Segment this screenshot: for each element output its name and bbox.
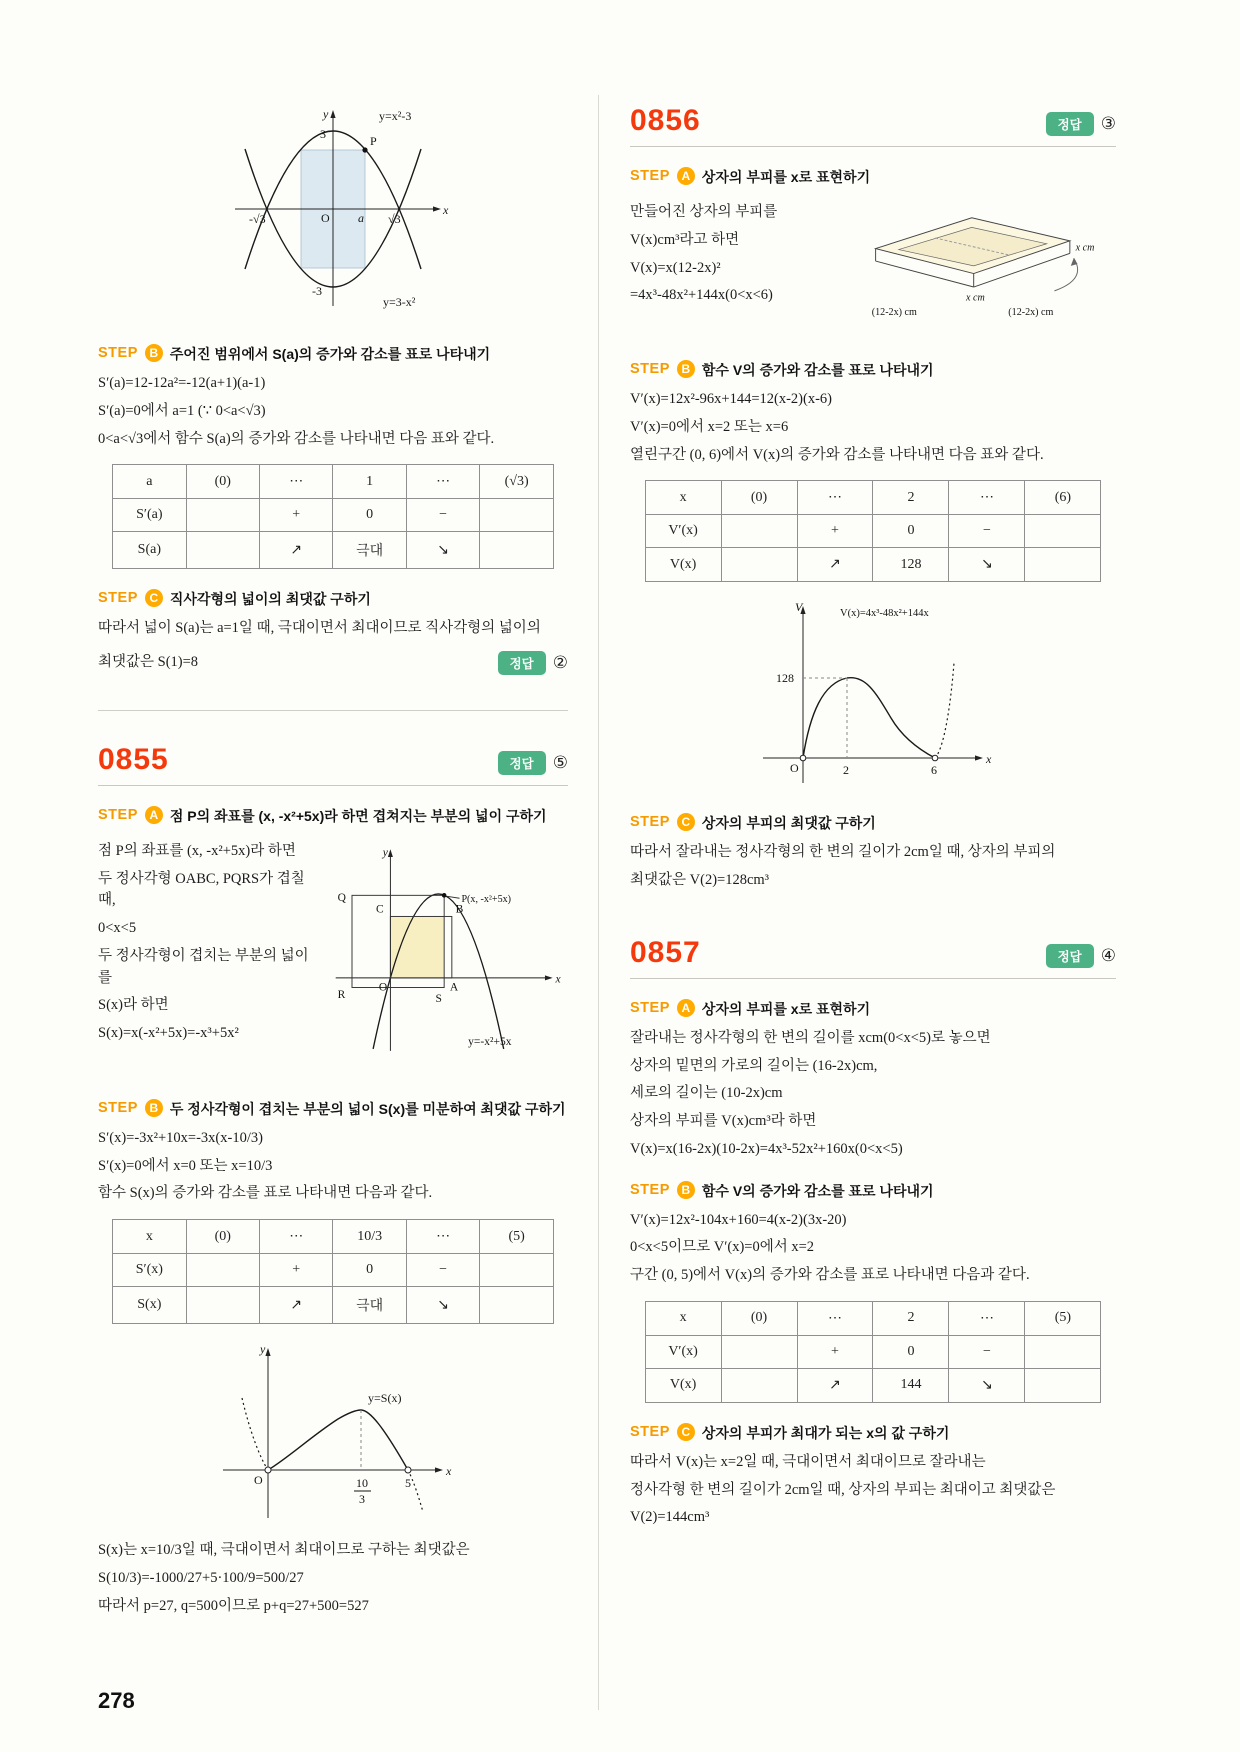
text-line: 함수 S(x)의 증가와 감소를 표로 나타내면 다음과 같다. — [98, 1185, 433, 1202]
label-neg3: -3 — [312, 284, 322, 298]
table-cell — [721, 1368, 797, 1402]
table-cell: 극대 — [333, 1287, 406, 1324]
step-b-row — [630, 1181, 1116, 1202]
table-cell: + — [797, 515, 873, 548]
table-row — [645, 1301, 1101, 1335]
table-cell: 10/3 — [333, 1220, 406, 1254]
step-b-body — [630, 1210, 1116, 1287]
open-point-origin — [800, 755, 806, 761]
table-row — [645, 1368, 1101, 1402]
table-cell — [1025, 548, 1101, 582]
figure-open-box — [866, 200, 1116, 330]
step-c-body — [630, 842, 1116, 892]
table-cell: S(a) — [113, 532, 186, 569]
answer-number: ④ — [1100, 945, 1116, 965]
step-b-row — [630, 360, 1116, 381]
answer-badge — [498, 751, 568, 775]
x-axis-arrow — [433, 206, 441, 211]
table-cell — [186, 1254, 259, 1287]
x-axis-arrow — [975, 756, 983, 761]
text-line: 세로의 길이는 (10-2x)cm — [630, 1085, 783, 1102]
table-cell: + — [260, 1254, 333, 1287]
figure-vx-curve — [630, 598, 1116, 793]
fraction-denominator: 3 — [359, 1492, 365, 1506]
label-origin: O — [378, 981, 388, 994]
answer-number: ③ — [1100, 114, 1116, 133]
table-cell: S′(a) — [113, 499, 186, 532]
answer-pill: 정답 — [498, 651, 546, 675]
step-letter-icon: A — [677, 167, 695, 185]
label-c: C — [376, 903, 384, 916]
step-c-row — [630, 813, 1116, 834]
step-title: 함수 V의 증가와 감소를 표로 나타내기 — [701, 1182, 934, 1199]
table-cell: 2 — [873, 481, 949, 515]
right-column — [630, 100, 1116, 1535]
text-line: 두 정사각형 OABC, PQRS가 겹칠 때, — [98, 870, 305, 909]
step-title: 주어진 범위에서 S(a)의 증가와 감소를 표로 나타내기 — [169, 346, 491, 362]
overlap-shade — [390, 916, 444, 977]
label-x-cm-right: x cm — [1075, 242, 1095, 254]
x-axis-label: x — [986, 752, 992, 767]
label-12-2x-left: (12-2x) cm — [871, 306, 917, 318]
problem-0855-header — [98, 742, 568, 786]
table-cell: 0 — [873, 515, 949, 548]
step-title: 상자의 부피가 최대가 되는 x의 값 구하기 — [701, 1424, 950, 1441]
table-cell: ↘ — [949, 548, 1025, 582]
table-cell — [721, 548, 797, 582]
text-line: S(x)라 하면 — [98, 997, 169, 1014]
table-cell: (5) — [1025, 1301, 1101, 1335]
table-cell: (0) — [186, 1220, 259, 1254]
curve-up-label: y=x²-3 — [379, 109, 412, 123]
open-point-five — [405, 1467, 411, 1473]
table-cell: V(x) — [645, 548, 721, 582]
text-line: 점 P의 좌표를 (x, -x²+5x)라 하면 — [98, 842, 296, 859]
table-cell: 극대 — [333, 532, 406, 569]
table-cell: ⋯ — [949, 481, 1025, 515]
label-origin: O — [790, 761, 799, 776]
text-line: 따라서 넓이 S(a)는 a=1일 때, 극대이면서 최대이므로 직사각형의 넓이의 — [98, 620, 541, 637]
text-line: 두 정사각형이 겹치는 부분의 넓이를 — [98, 947, 309, 986]
text-line: S(x)=x(-x²+5x)=-x³+5x² — [98, 1025, 239, 1041]
step-word: STEP — [630, 999, 670, 1016]
table-cell: (5) — [480, 1220, 554, 1254]
step-word: STEP — [630, 168, 670, 184]
text-line: V′(x)=12x²-104x+160=4(x-2)(3x-20) — [630, 1211, 847, 1228]
step-c-row — [630, 1423, 1116, 1444]
problem-number: 0855 — [98, 742, 169, 776]
table-cell: ↗ — [797, 1368, 873, 1402]
label-x-cm-bottom: x cm — [966, 292, 985, 304]
text-line: V′(x)=12x²-96x+144=12(x-2)(x-6) — [630, 391, 832, 407]
y-axis-arrow — [330, 110, 335, 118]
label-128: 128 — [776, 671, 794, 686]
label-a: A — [449, 981, 459, 994]
answer-number: ② — [552, 652, 568, 672]
label-neg-sqrt3: -√3 — [249, 212, 266, 226]
table-row — [113, 532, 554, 569]
label-sqrt3: √3 — [388, 212, 401, 226]
column-divider — [598, 95, 599, 1710]
y-axis-label: y — [382, 846, 388, 859]
step-a-body — [98, 835, 322, 1051]
step-letter-icon: B — [145, 1099, 163, 1117]
table-cell: − — [949, 515, 1025, 548]
label-3: 3 — [320, 127, 326, 141]
text-line: =4x³-48x²+144x(0<x<6) — [630, 287, 773, 304]
label-a: a — [358, 211, 364, 225]
text-line: 열린구간 (0, 6)에서 V(x)의 증가와 감소를 나타내면 다음 표와 같다. — [630, 446, 1044, 463]
open-point-six — [932, 755, 938, 761]
step-letter-icon: B — [145, 344, 163, 362]
point-p — [362, 147, 367, 152]
table-row — [113, 499, 554, 532]
label-origin: O — [254, 1473, 263, 1487]
text-line: 정사각형 한 변의 길이가 2cm일 때, 상자의 부피는 최대이고 최댓값은 — [630, 1481, 1056, 1498]
table-cell: ⋯ — [260, 1220, 333, 1254]
table-cell: x — [645, 1301, 721, 1335]
table-row — [645, 548, 1101, 582]
label-q: Q — [337, 891, 346, 904]
text-line: 따라서 p=27, q=500이므로 p+q=27+500=527 — [98, 1597, 369, 1614]
figure-parabola-rectangle — [98, 104, 568, 324]
page-number: 278 — [98, 1688, 135, 1713]
curve-label: y=-x²+5x — [468, 1035, 512, 1048]
sx-curve-graph — [208, 1340, 458, 1525]
step-a-body — [630, 196, 860, 313]
text-line: 따라서 잘라내는 정사각형의 한 변의 길이가 2cm일 때, 상자의 부피의 — [630, 844, 1056, 861]
table-cell — [480, 1287, 554, 1324]
answer-pill: 정답 — [1046, 112, 1094, 136]
curve-down-label: y=3-x² — [383, 295, 416, 309]
text-line: S′(x)=0에서 x=0 또는 x=10/3 — [98, 1157, 273, 1174]
y-axis-arrow — [388, 849, 393, 857]
point-p — [442, 893, 447, 898]
table-cell — [480, 1254, 554, 1287]
text-line: V(2)=144cm³ — [630, 1509, 710, 1526]
table-cell: ↘ — [949, 1368, 1025, 1402]
table-cell: V′(x) — [645, 515, 721, 548]
text-line: 최댓값은 V(2)=128cm³ — [630, 872, 770, 888]
text-line: 만들어진 상자의 부피를 — [630, 204, 778, 220]
text-line: 구간 (0, 5)에서 V(x)의 증가와 감소를 표로 나타내면 다음과 같다. — [630, 1267, 1030, 1283]
text-line: 잘라내는 정사각형의 한 변의 길이를 xcm(0<x<5)로 놓으면 — [630, 1029, 991, 1046]
increase-decrease-table — [645, 1301, 1102, 1403]
step-c-body — [98, 618, 568, 640]
answer-pill: 정답 — [498, 751, 546, 775]
text-line: 0<x<5이므로 V′(x)=0에서 x=2 — [630, 1239, 815, 1256]
table-cell — [721, 1335, 797, 1368]
text-line: S′(a)=12-12a²=-12(a+1)(a-1) — [98, 375, 266, 391]
label-s: S — [435, 992, 442, 1005]
curve-dotted-right — [935, 663, 954, 758]
text-line: S′(x)=-3x²+10x=-3x(x-10/3) — [98, 1129, 263, 1146]
text-line: S′(a)=0에서 a=1 (∵ 0<a<√3) — [98, 402, 266, 419]
step-word: STEP — [630, 814, 670, 831]
y-axis-label: y — [323, 107, 329, 121]
table-cell: ↗ — [260, 532, 333, 569]
step-letter-icon: A — [677, 999, 695, 1017]
problem-0857-header — [630, 935, 1116, 979]
x-axis-label: x — [555, 973, 561, 986]
overlapping-squares-graph — [328, 839, 568, 1064]
v-axis-label: V — [795, 600, 803, 615]
table-cell: (0) — [186, 465, 259, 499]
x-axis-arrow — [435, 1467, 443, 1472]
answer-badge — [1046, 944, 1116, 968]
table-cell: ⋯ — [260, 465, 333, 499]
text-line: 최댓값은 S(1)=8 — [98, 654, 199, 670]
step-letter-icon: C — [677, 1423, 695, 1441]
step-letter-icon: B — [677, 360, 695, 378]
table-cell: + — [797, 1335, 873, 1368]
text-line: V(x)=x(16-2x)(10-2x)=4x³-52x²+160x(0<x<5) — [630, 1140, 903, 1157]
step-letter-icon: C — [145, 589, 163, 607]
curve-dotted-left — [242, 1398, 268, 1470]
y-axis-label: y — [260, 1342, 266, 1356]
step-c-body — [630, 1452, 1116, 1529]
table-cell: 128 — [873, 548, 949, 582]
text-line: 따라서 V(x)는 x=2일 때, 극대이면서 최대이므로 잘라내는 — [630, 1453, 986, 1470]
table-cell: ↘ — [406, 1287, 479, 1324]
step-a-row — [630, 999, 1116, 1020]
step-b-body — [98, 1128, 568, 1205]
step-title: 상자의 부피를 x로 표현하기 — [701, 1000, 871, 1017]
open-box-diagram — [866, 200, 1116, 325]
table-cell: ⋯ — [797, 481, 873, 515]
table-cell — [480, 532, 554, 569]
text-line: 0<x<5 — [98, 920, 137, 936]
step-title: 함수 V의 증가와 감소를 표로 나타내기 — [701, 362, 934, 378]
table-cell: ⋯ — [949, 1301, 1025, 1335]
problem-0856-header — [630, 106, 1116, 147]
sx-curve — [268, 1410, 408, 1470]
table-row — [645, 515, 1101, 548]
table-cell: ⋯ — [406, 465, 479, 499]
table-cell: 0 — [333, 1254, 406, 1287]
step-word: STEP — [630, 1181, 670, 1198]
label-p: P(x, -x²+5x) — [461, 893, 512, 905]
text-line: S(10/3)=-1000/27+5·100/9=500/27 — [98, 1569, 304, 1586]
label-12-2x-right: (12-2x) cm — [1008, 306, 1054, 318]
table-cell: − — [949, 1335, 1025, 1368]
table-row — [645, 1335, 1101, 1368]
table-cell: 2 — [873, 1301, 949, 1335]
step-a-content — [98, 835, 568, 1079]
label-five: 5 — [405, 1476, 411, 1490]
step-b-row — [98, 1099, 568, 1120]
table-cell: − — [406, 499, 479, 532]
table-cell — [480, 499, 554, 532]
table-cell — [1025, 515, 1101, 548]
step-a-row — [630, 167, 1116, 188]
step-b-row — [98, 344, 568, 365]
table-cell — [186, 1287, 259, 1324]
step-word: STEP — [98, 1099, 138, 1116]
figure-sx-curve — [98, 1340, 568, 1530]
curve-label: V(x)=4x³-48x²+144x — [840, 608, 929, 620]
step-a-body — [630, 1028, 1116, 1161]
table-cell — [1025, 1368, 1101, 1402]
x-axis-label: x — [446, 1464, 452, 1478]
table-row — [113, 1220, 554, 1254]
step-word: STEP — [98, 806, 138, 823]
table-cell — [186, 499, 259, 532]
table-cell: (√3) — [480, 465, 554, 499]
text-line: V(x)cm³라고 하면 — [630, 231, 740, 248]
problem-number: 0856 — [630, 104, 701, 137]
table-cell: S(x) — [113, 1287, 186, 1324]
section-divider — [98, 710, 568, 711]
table-cell: ⋯ — [406, 1220, 479, 1254]
step-c-row — [98, 589, 568, 610]
step-word: STEP — [98, 345, 138, 361]
y-axis-arrow — [265, 1348, 270, 1356]
table-cell: x — [645, 481, 721, 515]
step-title: 직사각형의 넓이의 최댓값 구하기 — [169, 591, 371, 608]
text-line: V′(x)=0에서 x=2 또는 x=6 — [630, 418, 789, 435]
label-p: P — [370, 134, 377, 148]
table-cell: ↗ — [797, 548, 873, 582]
table-cell: V′(x) — [645, 1335, 721, 1368]
problem-number: 0857 — [630, 935, 701, 969]
step-a-content — [630, 196, 1116, 340]
increase-decrease-table — [112, 464, 554, 569]
answer-line — [98, 646, 568, 680]
step-b-body — [98, 373, 568, 450]
x-axis-arrow — [545, 975, 553, 980]
answer-number: ⑤ — [552, 752, 568, 772]
table-cell: ↗ — [260, 1287, 333, 1324]
answer-pill: 정답 — [1046, 944, 1094, 968]
curve-label: y=S(x) — [368, 1391, 402, 1405]
conclusion-lines — [98, 1540, 568, 1617]
table-cell: 144 — [873, 1368, 949, 1402]
table-cell: (6) — [1025, 481, 1101, 515]
table-cell: 0 — [873, 1335, 949, 1368]
increase-decrease-table — [112, 1219, 554, 1324]
step-title: 상자의 부피를 x로 표현하기 — [701, 169, 871, 185]
step-a-row — [98, 806, 568, 827]
answer-badge — [1046, 112, 1116, 136]
table-cell: V(x) — [645, 1368, 721, 1402]
label-6: 6 — [931, 763, 937, 778]
vx-curve-graph — [748, 598, 998, 788]
vx-curve — [803, 678, 935, 758]
table-row — [113, 1287, 554, 1324]
text-line: 상자의 부피를 V(x)cm³라 하면 — [630, 1113, 817, 1129]
step-b-body — [630, 389, 1116, 466]
step-word: STEP — [630, 361, 670, 377]
increase-decrease-table — [645, 480, 1102, 582]
table-cell: + — [260, 499, 333, 532]
figure-overlapping-squares — [328, 839, 568, 1069]
step-word: STEP — [630, 1423, 670, 1440]
table-cell: (0) — [721, 1301, 797, 1335]
table-cell — [186, 532, 259, 569]
table-cell: ↘ — [406, 532, 479, 569]
step-letter-icon: C — [677, 813, 695, 831]
table-cell: a — [113, 465, 186, 499]
table-cell: x — [113, 1220, 186, 1254]
step-title: 점 P의 좌표를 (x, -x²+5x)라 하면 겹쳐지는 부분의 넓이 구하기 — [169, 807, 547, 824]
text-line: 0<a<√3에서 함수 S(a)의 증가와 감소를 나타내면 다음 표와 같다. — [98, 430, 495, 447]
label-b: B — [455, 903, 464, 916]
table-cell: ⋯ — [797, 1301, 873, 1335]
step-letter-icon: B — [677, 1181, 695, 1199]
text-line: V(x)=x(12-2x)² — [630, 259, 721, 276]
answer-badge — [498, 651, 568, 675]
label-2: 2 — [843, 763, 849, 778]
table-cell: (0) — [721, 481, 797, 515]
x-axis-label: x — [443, 203, 449, 217]
table-row — [113, 1254, 554, 1287]
step-title: 상자의 부피의 최댓값 구하기 — [701, 815, 876, 832]
text-line: S(x)는 x=10/3일 때, 극대이면서 최대이므로 구하는 최댓값은 — [98, 1542, 470, 1558]
text-line: 상자의 밑면의 가로의 길이는 (16-2x)cm, — [630, 1057, 878, 1074]
open-point-origin — [265, 1467, 271, 1473]
table-row — [113, 465, 554, 499]
step-title: 두 정사각형이 겹치는 부분의 넓이 S(x)를 미분하여 최댓값 구하기 — [169, 1100, 566, 1117]
table-cell — [1025, 1335, 1101, 1368]
table-cell: 0 — [333, 499, 406, 532]
table-cell: S′(x) — [113, 1254, 186, 1287]
step-word: STEP — [98, 590, 138, 607]
table-cell: 1 — [333, 465, 406, 499]
table-cell — [721, 515, 797, 548]
table-row — [645, 481, 1101, 515]
label-origin: O — [321, 211, 330, 225]
left-column — [98, 100, 568, 1623]
fraction-numerator: 10 — [356, 1476, 368, 1490]
label-r: R — [337, 988, 346, 1001]
step-letter-icon: A — [145, 806, 163, 824]
table-cell: − — [406, 1254, 479, 1287]
parabola-rectangle-graph — [193, 104, 473, 319]
